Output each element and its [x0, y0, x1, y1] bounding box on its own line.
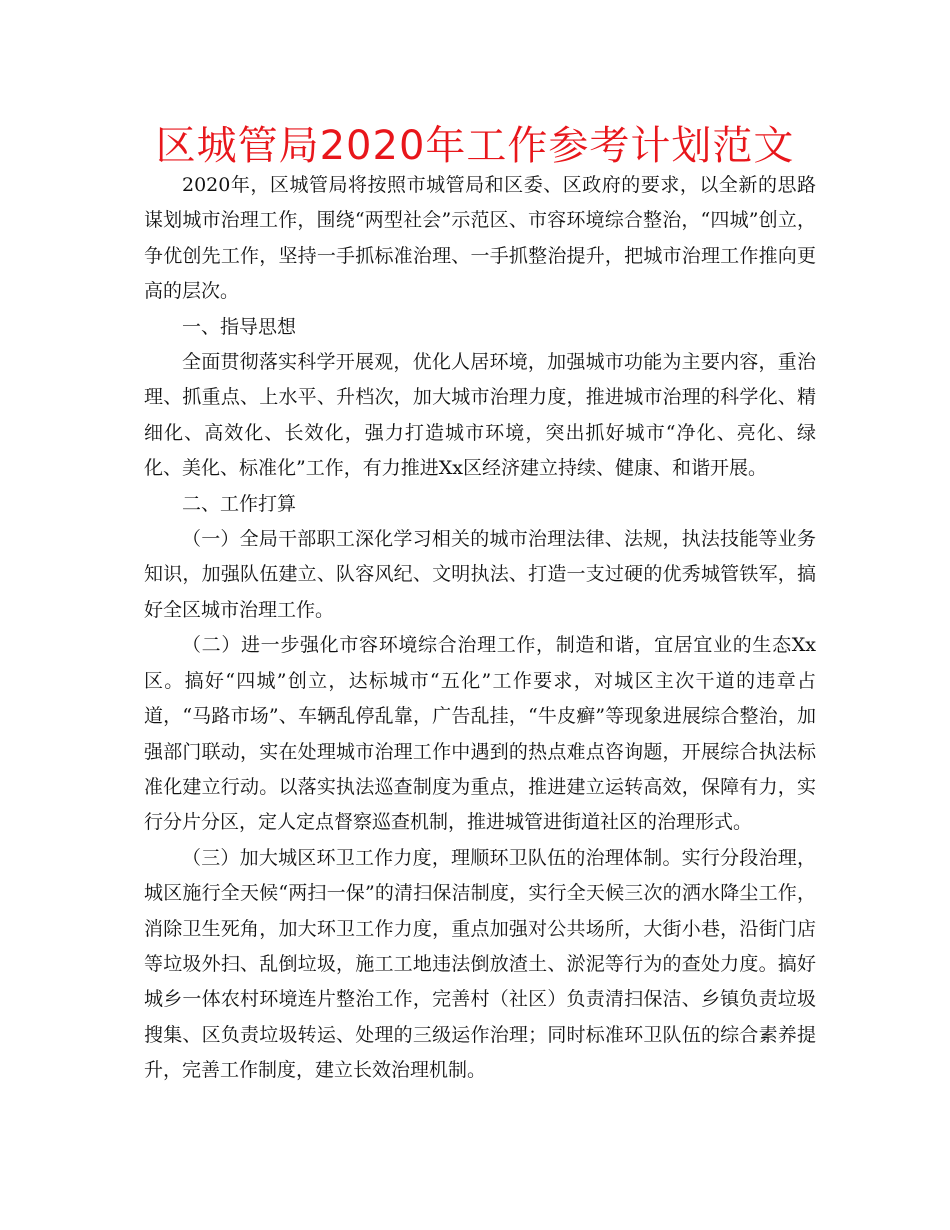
paragraph-plan-item-2: （二）进一步强化市容环境综合治理工作，制造和谐，宜居宜业的生态Xx区。搞好“四城”创立，达标城市“五化”工作要求，对城区主次干道的违章占道，“马路市场”、车辆乱停乱靠，广告乱挂，“牛皮癣”等现象进展综合整治，加强部门联动，实在处理城市治理工作中遇到的热点难点咨询题，开展综合执法标准化建立行动。以落实执法巡查制度为重点，推进建立运转高效，保障有力，实行分片分区，定人定点督察巡查机制，推进城管进街道社区的治理形式。: [144, 634, 816, 834]
paragraph-guiding-ideology: 全面贯彻落实科学开展观，优化人居环境，加强城市功能为主要内容，重治理、抓重点、上水平、升档次，加大城市治理力度，推进城市治理的科学化、精细化、高效化、长效化，强力打造城市环境，突出抓好城市“净化、亮化、绿化、美化、标准化”工作，有力推进Xx区经济建立持续、健康、和谐开展。: [144, 351, 816, 480]
section-heading-work-plan: 二、工作打算: [182, 492, 297, 515]
paragraph-plan-item-3: （三）加大城区环卫工作力度，理顺环卫队伍的治理体制。实行分段治理，城区施行全天候“两扫一保”的清扫保洁制度，实行全天候三次的洒水降尘工作，消除卫生死角，加大环卫工作力度，重点加强对公共场所，大街小巷，沿街门店等垃圾外扫、乱倒垃圾，施工工地违法倒放渣土、淤泥等行为的查处力度。搞好城乡一体农村环境连片整治工作，完善村（社区）负责清扫保洁、乡镇负责垃圾搜集、区负责垃圾转运、处理的三级运作治理；同时标准环卫队伍的综合素养提升，完善工作制度，建立长效治理机制。: [144, 846, 816, 1082]
section-heading-guiding-ideology: 一、指导思想: [182, 315, 297, 338]
document-title: 区城管局2020年工作参考计划范文: [155, 123, 795, 169]
paragraph-plan-item-1: （一）全局干部职工深化学习相关的城市治理法律、法规，执法技能等业务知识，加强队伍建立、队容风纪、文明执法、打造一支过硬的优秀城管铁军，搞好全区城市治理工作。: [144, 528, 816, 621]
paragraph-intro: 2020年，区城管局将按照市城管局和区委、区政府的要求，以全新的思路谋划城市治理工作，围绕“两型社会”示范区、市容环境综合整治，“四城”创立，争优创先工作，坚持一手抓标准治理、一手抓整治提升，把城市治理工作推向更高的层次。: [144, 174, 816, 303]
document-body: [144, 168, 816, 1089]
